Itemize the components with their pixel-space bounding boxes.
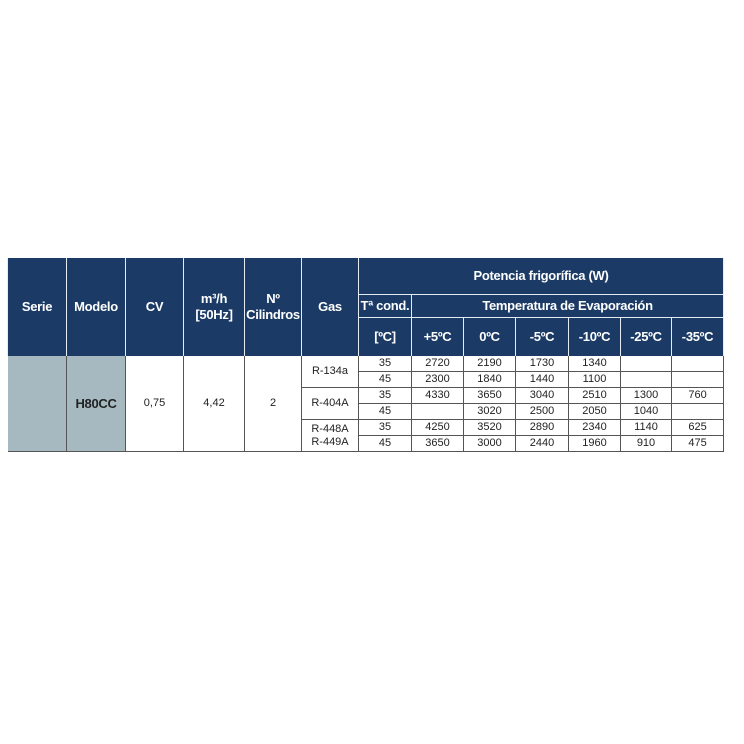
cell-value: 760 <box>672 388 724 404</box>
cell-value: 1340 <box>569 356 621 372</box>
cell-value: 625 <box>672 420 724 436</box>
cell-value: 2500 <box>516 404 569 420</box>
header-tevap: Temperatura de Evaporación <box>412 295 724 318</box>
cell-m3h: 4,42 <box>184 356 245 452</box>
cell-value: 4250 <box>412 420 464 436</box>
header-potencia: Potencia frigorífica (W) <box>359 258 724 295</box>
performance-table-container <box>7 258 723 464</box>
cell-value: 2440 <box>516 436 569 452</box>
cell-value: 2510 <box>569 388 621 404</box>
cell-value: 2720 <box>412 356 464 372</box>
header-m3h-line1: m³/h <box>200 291 228 306</box>
cell-value: 3650 <box>412 436 464 452</box>
header-modelo: Modelo <box>67 258 126 356</box>
cell-value: 3020 <box>464 404 516 420</box>
cell-value <box>672 372 724 388</box>
cell-value: 3650 <box>464 388 516 404</box>
cell-gas-line1: R-448A <box>311 422 349 435</box>
cell-value <box>672 356 724 372</box>
cell-cond: 45 <box>359 436 412 452</box>
header-cilindros <box>245 258 302 356</box>
cell-cond: 35 <box>359 388 412 404</box>
header-temp: 0ºC <box>464 318 516 357</box>
cell-value <box>621 356 672 372</box>
cell-value: 2190 <box>464 356 516 372</box>
header-cilindros-line2: Cilindros <box>246 307 300 322</box>
header-temp: -5ºC <box>516 318 569 357</box>
cell-value: 910 <box>621 436 672 452</box>
cell-modelo: H80CC <box>67 356 126 452</box>
cell-value: 3000 <box>464 436 516 452</box>
cell-value: 2340 <box>569 420 621 436</box>
header-gas: Gas <box>302 258 359 356</box>
cell-value: 1140 <box>621 420 672 436</box>
performance-table <box>7 258 724 452</box>
cell-gas: R-404A <box>302 388 359 420</box>
header-tcond-unit: [ºC] <box>359 318 412 357</box>
cell-value: 2300 <box>412 372 464 388</box>
header-cilindros-line1: Nº <box>266 291 280 306</box>
cell-cilindros: 2 <box>245 356 302 452</box>
cell-value: 1100 <box>569 372 621 388</box>
cell-value: 475 <box>672 436 724 452</box>
cell-value: 1840 <box>464 372 516 388</box>
cell-value: 1040 <box>621 404 672 420</box>
cell-gas <box>302 420 359 452</box>
header-temp: -10ºC <box>569 318 621 357</box>
cell-value: 3040 <box>516 388 569 404</box>
cell-value: 1730 <box>516 356 569 372</box>
cell-cv: 0,75 <box>126 356 184 452</box>
cell-gas-line2: R-449A <box>311 435 349 448</box>
header-cv: CV <box>126 258 184 356</box>
cell-value <box>672 404 724 420</box>
cell-cond: 35 <box>359 420 412 436</box>
cell-serie <box>8 356 67 452</box>
cell-gas: R-134a <box>302 356 359 388</box>
cell-value: 3520 <box>464 420 516 436</box>
cell-value: 1300 <box>621 388 672 404</box>
cell-value <box>621 372 672 388</box>
cell-value <box>412 404 464 420</box>
header-serie: Serie <box>8 258 67 356</box>
header-temp: +5ºC <box>412 318 464 357</box>
cell-value: 1440 <box>516 372 569 388</box>
cell-value: 4330 <box>412 388 464 404</box>
header-m3h <box>184 258 245 356</box>
header-temp: -25ºC <box>621 318 672 357</box>
header-tcond: Tª cond. <box>359 295 412 318</box>
cell-value: 2890 <box>516 420 569 436</box>
cell-value: 2050 <box>569 404 621 420</box>
header-m3h-line2: [50Hz] <box>195 307 233 322</box>
header-temp: -35ºC <box>672 318 724 357</box>
cell-cond: 45 <box>359 372 412 388</box>
cell-cond: 45 <box>359 404 412 420</box>
cell-cond: 35 <box>359 356 412 372</box>
cell-value: 1960 <box>569 436 621 452</box>
